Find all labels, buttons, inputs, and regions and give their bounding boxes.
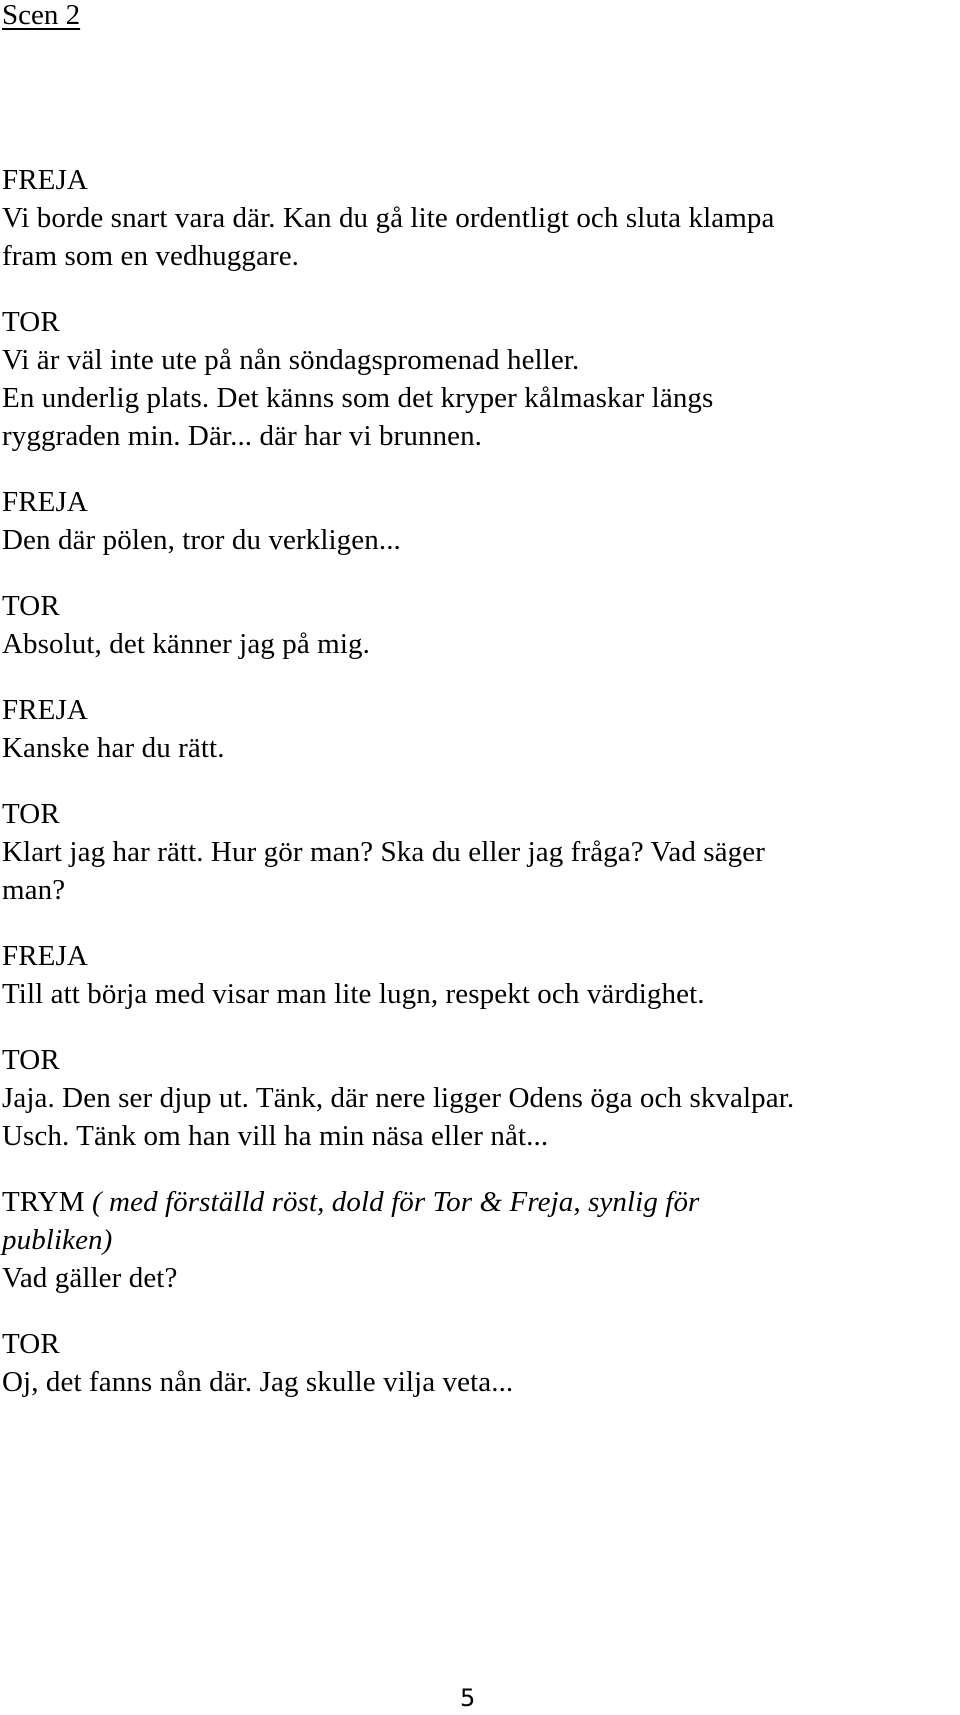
dialogue-line: En underlig plats. Det känns som det kryper kålmaskar längs — [2, 382, 714, 414]
dialogue-line: man? — [2, 874, 66, 906]
speaker-name: TOR — [2, 1328, 60, 1360]
dialogue-block — [2, 1041, 952, 1155]
dialogue-block — [2, 937, 952, 1013]
dialogue-block — [2, 1183, 952, 1297]
speaker-name: TOR — [2, 590, 60, 622]
dialogue-line: Den där pölen, tror du verkligen... — [2, 524, 401, 556]
dialogue-line: Absolut, det känner jag på mig. — [2, 628, 370, 660]
scene-title: Scen 2 — [2, 0, 81, 31]
dialogue-block — [2, 161, 952, 275]
speaker-name: TOR — [2, 306, 60, 338]
speaker-name: FREJA — [2, 164, 88, 196]
dialogue-list — [2, 161, 952, 1429]
dialogue-block — [2, 795, 952, 909]
dialogue-line: Usch. Tänk om han vill ha min näsa eller nåt... — [2, 1120, 549, 1152]
dialogue-line: Vad gäller det? — [2, 1262, 178, 1294]
dialogue-line: Jaja. Den ser djup ut. Tänk, där nere ligger Odens öga och skvalpar. — [2, 1082, 795, 1114]
speaker-name: TOR — [2, 798, 60, 830]
dialogue-line: Vi borde snart vara där. Kan du gå lite ordentligt och sluta klampa — [2, 202, 775, 234]
dialogue-block — [2, 587, 952, 663]
dialogue-line: Till att börja med visar man lite lugn, respekt och värdighet. — [2, 978, 705, 1010]
speaker-name: FREJA — [2, 694, 88, 726]
dialogue-line: Vi är väl inte ute på nån söndagspromenad heller. — [2, 344, 580, 376]
speaker-name: TRYM — [2, 1186, 85, 1218]
speaker-name: FREJA — [2, 486, 88, 518]
dialogue-line: Kanske har du rätt. — [2, 732, 225, 764]
stage-direction: publiken) — [2, 1224, 113, 1256]
dialogue-line: fram som en vedhuggare. — [2, 240, 300, 272]
dialogue-line: Oj, det fanns nån där. Jag skulle vilja veta... — [2, 1366, 514, 1398]
speaker-name: FREJA — [2, 940, 88, 972]
dialogue-block — [2, 303, 952, 455]
page-number: 5 — [460, 1684, 476, 1712]
speaker-name: TOR — [2, 1044, 60, 1076]
dialogue-block — [2, 691, 952, 767]
dialogue-line: Klart jag har rätt. Hur gör man? Ska du eller jag fråga? Vad säger — [2, 836, 765, 868]
speaker-with-direction — [2, 1183, 952, 1221]
stage-direction: ( med förställd röst, dold för Tor & Freja, synlig för — [91, 1186, 700, 1218]
dialogue-block — [2, 483, 952, 559]
dialogue-line: ryggraden min. Där... där har vi brunnen. — [2, 420, 483, 452]
dialogue-block — [2, 1325, 952, 1401]
